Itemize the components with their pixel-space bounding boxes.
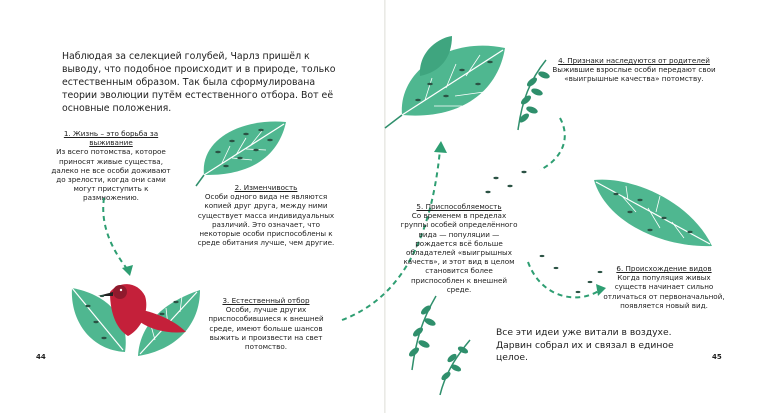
point-5	[400, 202, 518, 294]
point-6	[602, 264, 726, 310]
fern-bottom	[407, 296, 470, 395]
page-number-right: 45	[712, 353, 722, 361]
leaf-right-middle	[594, 180, 712, 247]
point-6-text: Когда популяция живых существ начинает сильно отличаться от первоначальной, появляется новый вид.	[603, 273, 725, 310]
point-3-title: 3. Естественный отбор	[222, 296, 310, 305]
arrow-4-to-5	[540, 118, 565, 170]
leaf-illustration	[196, 122, 286, 186]
point-2	[197, 183, 335, 247]
point-1-title: 1. Жизнь – это борьба за выживание	[63, 129, 159, 148]
arrow-1-to-3	[103, 198, 128, 270]
point-4-title: 4. Признаки наследуются от родителей	[558, 56, 710, 65]
point-2-title: 2. Изменчивость	[234, 183, 298, 192]
point-3-text: Особи, лучше других приспособившиеся к внешней среде, имеют больше шансов выжить и произвести на свет потомство.	[208, 305, 324, 352]
page-number-left: 44	[36, 353, 46, 361]
large-leaf-top	[385, 36, 505, 128]
point-6-title: 6. Происхождение видов	[616, 264, 712, 273]
point-1-text: Из всего потомства, которое приносят живые существа, далеко не все особи доживают до зрелости, когда они сами могут приступить к размножению.	[51, 147, 171, 203]
intro-paragraph: Наблюдая за селекцией голубей, Чарлз пришёл к выводу, что подобное происходит и в природе, только естественным образом. Так была сформулирована теории эволюции путём естественного отбора. Вот её основные положения.	[62, 51, 336, 114]
point-2-text: Особи одного вида не являются копией друг друга, между ними существует масса индивидуальных различий. Это означает, что некоторые особи приспособлены к среде обитания лучше, чем другие.	[197, 192, 335, 248]
point-4-text: Выжившие взрослые особи передают свои «выигрышные качества» потомству.	[552, 65, 716, 84]
point-4	[552, 56, 716, 84]
point-3	[196, 296, 336, 351]
closing-paragraph: Все эти идеи уже витали в воздухе. Дарвин собрал их и связал в единое целое.	[496, 327, 674, 363]
fern-top	[517, 60, 550, 130]
point-5-title: 5. Приспособляемость	[416, 202, 502, 211]
point-1	[46, 129, 176, 203]
point-5-text: Со временем в пределах группы особей определённого вида — популяции — рождается всё больше обладателей «выигрышных качеств», и этот вид в целом становится более приспособлен к внешней среде.	[400, 211, 518, 294]
arrow-5-to-6	[528, 262, 600, 297]
